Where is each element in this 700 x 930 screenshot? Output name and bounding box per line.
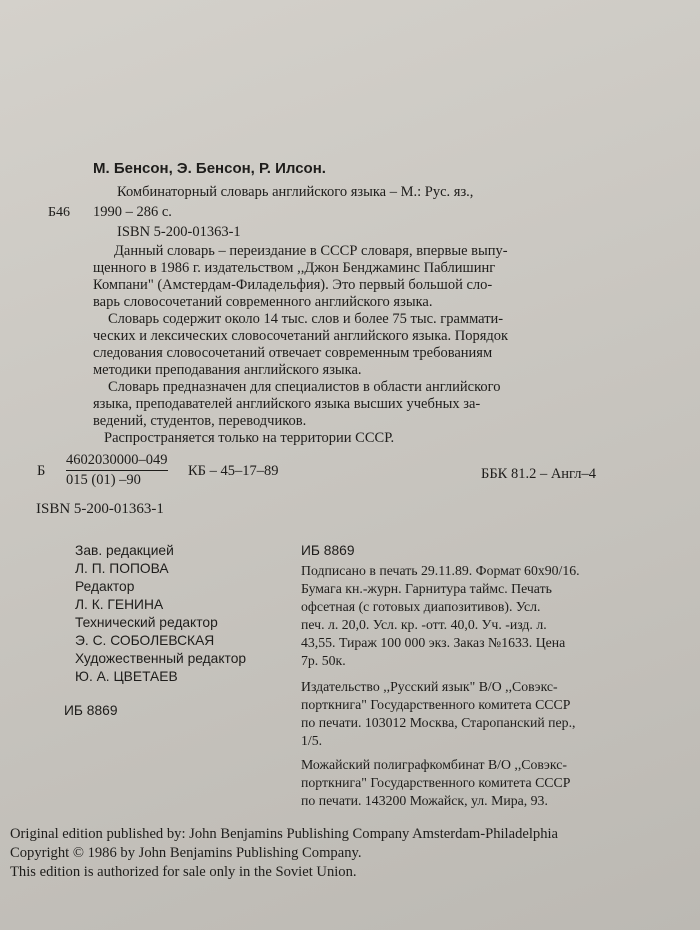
imprint-line: офсетная (с готовых диапозитивов). Усл.: [301, 599, 541, 614]
isbn-top: ISBN 5-200-01363-1: [117, 224, 241, 240]
credit-role: Художественный редактор: [75, 651, 247, 666]
annotation-line: щенного в 1986 г. издательством ,,Джон Бенджаминс Паблишинг: [93, 260, 496, 276]
imprint-line: 43,55. Тираж 100 000 экз. Заказ №1633. Цена: [301, 635, 566, 650]
credit-name: Э. С. СОБОЛЕВСКАЯ: [75, 633, 215, 648]
price-code-fraction: [66, 452, 168, 489]
imprint-line: порткнига" Государственного комитета СССР: [301, 697, 571, 712]
credit-name: Л. К. ГЕНИНА: [75, 597, 164, 612]
annotation-line: методики преподавания английского языка.: [93, 362, 362, 378]
authors-line: М. Бенсон, Э. Бенсон, Р. Илсон.: [93, 160, 326, 177]
bib-code: Б46: [48, 205, 71, 220]
credit-name: Ю. А. ЦВЕТАЕВ: [75, 669, 178, 684]
price-code-numerator: 4602030000–049: [66, 452, 168, 471]
credit-role: Технический редактор: [75, 615, 218, 630]
annotation-line: ческих и лексических словосочетаний английского языка. Порядок: [93, 328, 509, 344]
credit-role: Редактор: [75, 579, 135, 594]
isbn-bottom: ISBN 5-200-01363-1: [36, 501, 164, 517]
imprint-line: по печати. 143200 Можайск, ул. Мира, 93.: [301, 793, 548, 808]
ib-number-left: ИБ 8869: [64, 703, 118, 718]
imprint-line: Бумага кн.-журн. Гарнитура таймс. Печать: [301, 581, 552, 596]
credit-role: Зав. редакцией: [75, 543, 174, 558]
annotation-line: Распространяется только на территории СССР.: [104, 430, 395, 446]
annotation-line: Словарь предназначен для специалистов в области английского: [108, 379, 501, 395]
price-code-letter: Б: [37, 463, 46, 479]
annotation-line: ведений, студентов, переводчиков.: [93, 413, 307, 429]
annotation-line: варь словосочетаний современного английского языка.: [93, 294, 433, 310]
imprint-line: по печати. 103012 Москва, Старопанский пер.,: [301, 715, 576, 730]
ib-number-right: ИБ 8869: [301, 543, 355, 558]
english-copyright-line: Copyright © 1986 by John Benjamins Publishing Company.: [10, 845, 362, 861]
imprint-line: Подписано в печать 29.11.89. Формат 60х90/16.: [301, 563, 580, 578]
title-line-1: Комбинаторный словарь английского языка – М.: Рус. яз.,: [117, 184, 474, 200]
annotation-line: следования словосочетаний отвечает современным требованиям: [93, 345, 493, 361]
bbk-code: ББК 81.2 – Англ–4: [481, 466, 597, 482]
imprint-line: порткнига" Государственного комитета СССР: [301, 775, 571, 790]
credit-name: Л. П. ПОПОВА: [75, 561, 169, 576]
annotation-line: Данный словарь – переиздание в СССР словаря, впервые выпу-: [114, 243, 508, 259]
annotation-line: языка, преподавателей английского языка высших учебных за-: [93, 396, 481, 412]
annotation-line: Компани" (Амстердам-Филадельфия). Это первый большой сло-: [93, 277, 493, 293]
imprint-line: Издательство ,,Русский язык" В/О ,,Совэкс-: [301, 679, 558, 694]
english-authorization-line: This edition is authorized for sale only in the Soviet Union.: [10, 864, 357, 880]
imprint-line: 7р. 50к.: [301, 653, 346, 668]
imprint-line: Можайский полиграфкомбинат В/О ,,Совэкс-: [301, 757, 567, 772]
annotation-line: Словарь содержит около 14 тыс. слов и более 75 тыс. граммати-: [108, 311, 504, 327]
imprint-line: 1/5.: [301, 733, 323, 748]
imprint-line: печ. л. 20,0. Усл. кр. -отт. 40,0. Уч. -изд. л.: [301, 617, 547, 632]
english-edition-line: Original edition published by: John Benjamins Publishing Company Amsterdam-Philadelphia: [10, 826, 559, 842]
kb-code: КБ – 45–17–89: [188, 463, 279, 479]
price-code-denominator: 015 (01) –90: [66, 472, 141, 488]
title-line-2: 1990 – 286 с.: [93, 204, 172, 220]
